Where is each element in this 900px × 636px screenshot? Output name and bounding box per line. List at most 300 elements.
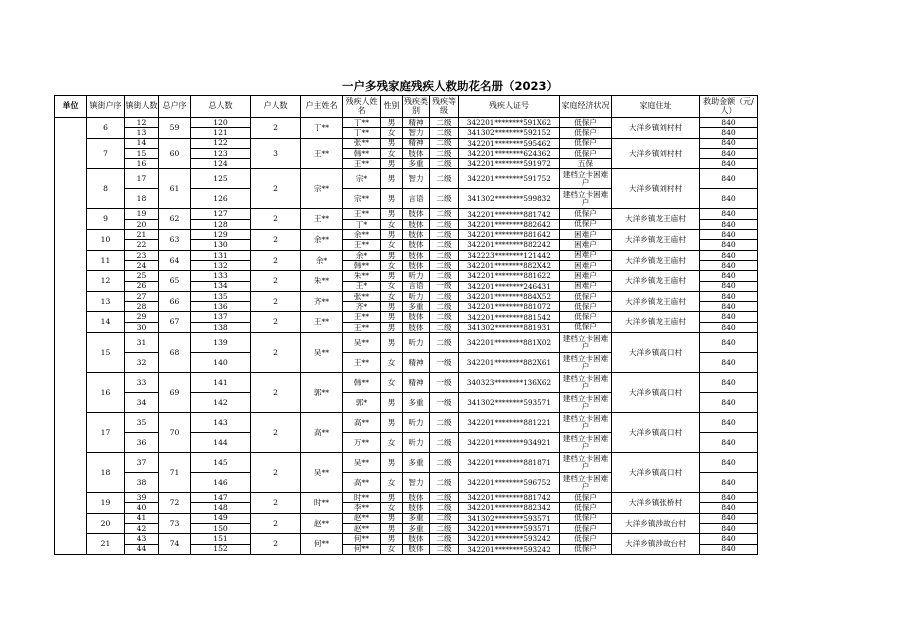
- table-row: [55, 291, 758, 301]
- member-certificate-no: 342201********593242: [459, 544, 560, 554]
- household-size: 2: [251, 333, 301, 373]
- member-certificate-no: 342201********624362: [459, 148, 560, 158]
- member-town-count: 44: [125, 544, 159, 554]
- household-address: 大洋乡镇高口村: [612, 333, 700, 373]
- member-disability-type: 肢体: [403, 209, 430, 219]
- member-total-count: 146: [191, 473, 251, 493]
- member-disability-level: 二级: [430, 240, 459, 250]
- member-total-count: 144: [191, 433, 251, 453]
- household-town-seq: 8: [87, 169, 125, 209]
- household-size: 2: [251, 230, 301, 251]
- member-aid-amount: 840: [700, 333, 758, 353]
- member-total-count: 132: [191, 260, 251, 270]
- household-head: 王**: [301, 312, 343, 333]
- member-certificate-no: 342201********591972: [459, 159, 560, 169]
- member-sex: 男: [381, 453, 403, 473]
- member-aid-amount: 840: [700, 393, 758, 413]
- member-aid-amount: 840: [700, 413, 758, 433]
- member-economic-status: 低保户: [560, 302, 612, 312]
- member-name: 高**: [343, 473, 381, 493]
- member-total-count: 143: [191, 413, 251, 433]
- member-aid-amount: 840: [700, 240, 758, 250]
- page-title: 一户多残家庭残疾人救助花名册（2023）: [341, 79, 558, 93]
- household-town-seq: 11: [87, 250, 125, 271]
- household-address: 大洋乡镇涉故台村: [612, 534, 700, 555]
- member-disability-type: 肢体: [403, 219, 430, 229]
- household-size: 2: [251, 534, 301, 555]
- household-town-seq: 14: [87, 312, 125, 333]
- member-total-count: 128: [191, 219, 251, 229]
- member-economic-status: 低保户: [560, 148, 612, 158]
- member-disability-level: 二级: [430, 473, 459, 493]
- member-disability-type: 多重: [403, 513, 430, 523]
- member-total-count: 131: [191, 250, 251, 260]
- member-name: 齐*: [343, 302, 381, 312]
- member-total-count: 141: [191, 373, 251, 393]
- member-name: 宗**: [343, 189, 381, 209]
- household-town-seq: 12: [87, 271, 125, 292]
- member-name: 余**: [343, 230, 381, 240]
- member-aid-amount: 840: [700, 159, 758, 169]
- table-row: [55, 513, 758, 523]
- member-disability-level: 二级: [430, 209, 459, 219]
- household-town-seq: 16: [87, 373, 125, 413]
- member-certificate-no: 342201********882642: [459, 219, 560, 229]
- household-total-seq: 65: [159, 271, 191, 292]
- member-disability-type: 多重: [403, 302, 430, 312]
- household-head: 余**: [301, 230, 343, 251]
- header-row: [55, 96, 758, 118]
- household-address: 大洋乡镇高口村: [612, 373, 700, 413]
- member-sex: 女: [381, 281, 403, 291]
- table-row: [55, 250, 758, 260]
- member-sex: 男: [381, 271, 403, 281]
- member-name: 吴**: [343, 453, 381, 473]
- member-name: 高**: [343, 413, 381, 433]
- member-sex: 男: [381, 513, 403, 523]
- household-total-seq: 74: [159, 534, 191, 555]
- member-disability-type: 智力: [403, 473, 430, 493]
- member-disability-type: 多重: [403, 393, 430, 413]
- member-town-count: 24: [125, 260, 159, 270]
- household-total-seq: 59: [159, 118, 191, 139]
- member-economic-status: 低保户: [560, 118, 612, 128]
- member-disability-level: 二级: [430, 433, 459, 453]
- member-disability-type: 精神: [403, 118, 430, 128]
- member-name: 万**: [343, 433, 381, 453]
- member-name: 王**: [343, 353, 381, 373]
- household-head: 时**: [301, 493, 343, 514]
- member-economic-status: 建档立卡困难户: [560, 353, 612, 373]
- household-address: 大洋乡镇张桥村: [612, 493, 700, 514]
- member-sex: 男: [381, 250, 403, 260]
- member-disability-level: 二级: [430, 503, 459, 513]
- member-total-count: 139: [191, 333, 251, 353]
- roster-table: [54, 95, 758, 555]
- member-sex: 女: [381, 291, 403, 301]
- household-address: 大洋乡镇龙王庙村: [612, 209, 700, 230]
- household-head: 齐**: [301, 291, 343, 312]
- member-aid-amount: 840: [700, 138, 758, 148]
- member-name: 余*: [343, 250, 381, 260]
- member-economic-status: 低保户: [560, 312, 612, 322]
- member-disability-type: 听力: [403, 433, 430, 453]
- member-aid-amount: 840: [700, 433, 758, 453]
- household-size: 2: [251, 413, 301, 453]
- member-certificate-no: 342201********882242: [459, 240, 560, 250]
- header-unit: 单位: [55, 96, 87, 118]
- member-economic-status: 低保户: [560, 523, 612, 533]
- household-size: 2: [251, 118, 301, 139]
- member-town-count: 16: [125, 159, 159, 169]
- household-address: 大洋乡镇龙王庙村: [612, 230, 700, 251]
- table-row: [55, 333, 758, 353]
- header-economic-status: 家庭经济状况: [560, 96, 612, 118]
- member-aid-amount: 840: [700, 493, 758, 503]
- household-size: 2: [251, 373, 301, 413]
- household-head: 何**: [301, 534, 343, 555]
- household-head: 高**: [301, 413, 343, 453]
- header-head-name: 户主姓名: [301, 96, 343, 118]
- household-size: 2: [251, 250, 301, 271]
- table-row: [55, 271, 758, 281]
- member-town-count: 20: [125, 219, 159, 229]
- member-name: 赵**: [343, 523, 381, 533]
- member-economic-status: 建档立卡困难户: [560, 413, 612, 433]
- member-name: 王**: [343, 159, 381, 169]
- member-town-count: 27: [125, 291, 159, 301]
- member-total-count: 142: [191, 393, 251, 413]
- household-total-seq: 68: [159, 333, 191, 373]
- member-name: 何**: [343, 544, 381, 554]
- member-town-count: 38: [125, 473, 159, 493]
- member-town-count: 12: [125, 118, 159, 128]
- member-total-count: 127: [191, 209, 251, 219]
- household-town-seq: 17: [87, 413, 125, 453]
- member-certificate-no: 342201********882X61: [459, 353, 560, 373]
- household-total-seq: 63: [159, 230, 191, 251]
- member-aid-amount: 840: [700, 209, 758, 219]
- member-disability-type: 肢体: [403, 312, 430, 322]
- member-sex: 男: [381, 333, 403, 353]
- household-total-seq: 64: [159, 250, 191, 271]
- member-certificate-no: 341302********592152: [459, 128, 560, 138]
- member-sex: 男: [381, 159, 403, 169]
- member-disability-type: 肢体: [403, 544, 430, 554]
- household-head: 宗**: [301, 169, 343, 209]
- member-aid-amount: 840: [700, 271, 758, 281]
- household-town-seq: 15: [87, 333, 125, 373]
- household-town-seq: 10: [87, 230, 125, 251]
- member-disability-type: 肢体: [403, 322, 430, 332]
- member-sex: 男: [381, 189, 403, 209]
- member-sex: 男: [381, 534, 403, 544]
- member-sex: 女: [381, 260, 403, 270]
- header-certificate-no: 残疾人证号: [459, 96, 560, 118]
- table-row: [55, 209, 758, 219]
- member-disability-type: 听力: [403, 413, 430, 433]
- member-economic-status: 困难户: [560, 230, 612, 240]
- household-town-seq: 7: [87, 138, 125, 169]
- member-sex: 男: [381, 322, 403, 332]
- member-name: 王**: [343, 322, 381, 332]
- member-aid-amount: 840: [700, 169, 758, 189]
- household-town-seq: 20: [87, 513, 125, 534]
- member-total-count: 126: [191, 189, 251, 209]
- header-aid-amount: 救助金额（元/人）: [700, 96, 758, 118]
- member-economic-status: 困难户: [560, 281, 612, 291]
- header-address: 家庭住址: [612, 96, 700, 118]
- member-economic-status: 低保户: [560, 503, 612, 513]
- member-town-count: 22: [125, 240, 159, 250]
- member-aid-amount: 840: [700, 302, 758, 312]
- member-total-count: 145: [191, 453, 251, 473]
- member-disability-level: 二级: [430, 523, 459, 533]
- member-disability-level: 二级: [430, 230, 459, 240]
- member-economic-status: 建档立卡困难户: [560, 333, 612, 353]
- member-town-count: 40: [125, 503, 159, 513]
- member-certificate-no: 341302********881931: [459, 322, 560, 332]
- household-total-seq: 67: [159, 312, 191, 333]
- member-sex: 男: [381, 138, 403, 148]
- member-disability-type: 多重: [403, 523, 430, 533]
- table-row: [55, 534, 758, 544]
- member-disability-level: 一级: [430, 353, 459, 373]
- table-row: [55, 169, 758, 189]
- member-disability-type: 肢体: [403, 493, 430, 503]
- household-head: 王**: [301, 209, 343, 230]
- member-sex: 男: [381, 118, 403, 128]
- household-address: 大洋乡镇龙王庙村: [612, 271, 700, 292]
- member-town-count: 31: [125, 333, 159, 353]
- member-name: 张**: [343, 138, 381, 148]
- member-town-count: 43: [125, 534, 159, 544]
- household-head: 丁**: [301, 118, 343, 139]
- member-name: 韩**: [343, 148, 381, 158]
- member-sex: 女: [381, 148, 403, 158]
- member-aid-amount: 840: [700, 281, 758, 291]
- member-disability-type: 多重: [403, 453, 430, 473]
- member-economic-status: 低保户: [560, 513, 612, 523]
- member-total-count: 137: [191, 312, 251, 322]
- household-address: 大洋乡镇龙王庙村: [612, 291, 700, 312]
- member-name: 韩**: [343, 373, 381, 393]
- header-total-count: 总人数: [191, 96, 251, 118]
- member-disability-level: 二级: [430, 169, 459, 189]
- header-disability-level: 残疾等级: [430, 96, 459, 118]
- member-certificate-no: 342201********596752: [459, 473, 560, 493]
- member-economic-status: 困难户: [560, 271, 612, 281]
- member-town-count: 14: [125, 138, 159, 148]
- member-certificate-no: 342201********593571: [459, 523, 560, 533]
- household-size: 2: [251, 291, 301, 312]
- member-name: 郭*: [343, 393, 381, 413]
- member-disability-level: 二级: [430, 544, 459, 554]
- household-total-seq: 62: [159, 209, 191, 230]
- member-total-count: 135: [191, 291, 251, 301]
- household-size: 2: [251, 271, 301, 292]
- member-disability-type: 智力: [403, 128, 430, 138]
- member-sex: 女: [381, 433, 403, 453]
- table-body: [55, 118, 758, 555]
- member-town-count: 35: [125, 413, 159, 433]
- household-address: 大洋乡镇刘村村: [612, 138, 700, 169]
- member-economic-status: 困难户: [560, 240, 612, 250]
- household-head: 余*: [301, 250, 343, 271]
- member-sex: 女: [381, 503, 403, 513]
- member-economic-status: 低保户: [560, 534, 612, 544]
- member-name: 何**: [343, 534, 381, 544]
- table-row: [55, 413, 758, 433]
- member-total-count: 148: [191, 503, 251, 513]
- member-total-count: 134: [191, 281, 251, 291]
- member-disability-level: 二级: [430, 291, 459, 301]
- member-economic-status: 困难户: [560, 260, 612, 270]
- member-aid-amount: 840: [700, 544, 758, 554]
- header-household-size: 户人数: [251, 96, 301, 118]
- member-economic-status: 低保户: [560, 544, 612, 554]
- household-size: 2: [251, 209, 301, 230]
- member-total-count: 130: [191, 240, 251, 250]
- household-address: 大洋乡镇龙王庙村: [612, 312, 700, 333]
- member-sex: 男: [381, 169, 403, 189]
- member-sex: 女: [381, 544, 403, 554]
- household-total-seq: 73: [159, 513, 191, 534]
- member-disability-level: 二级: [430, 118, 459, 128]
- member-disability-type: 听力: [403, 291, 430, 301]
- member-town-count: 36: [125, 433, 159, 453]
- member-disability-level: 二级: [430, 250, 459, 260]
- member-disability-type: 肢体: [403, 240, 430, 250]
- member-aid-amount: 840: [700, 250, 758, 260]
- member-sex: 男: [381, 413, 403, 433]
- member-town-count: 19: [125, 209, 159, 219]
- member-town-count: 34: [125, 393, 159, 413]
- member-certificate-no: 342201********882342: [459, 503, 560, 513]
- member-certificate-no: 342201********881742: [459, 209, 560, 219]
- member-total-count: 123: [191, 148, 251, 158]
- household-town-seq: 18: [87, 453, 125, 493]
- member-disability-level: 二级: [430, 219, 459, 229]
- member-disability-level: 二级: [430, 493, 459, 503]
- member-total-count: 138: [191, 322, 251, 332]
- member-certificate-no: 342201********246431: [459, 281, 560, 291]
- member-economic-status: 建档立卡困难户: [560, 453, 612, 473]
- member-town-count: 23: [125, 250, 159, 260]
- member-sex: 男: [381, 312, 403, 322]
- household-total-seq: 60: [159, 138, 191, 169]
- member-town-count: 18: [125, 189, 159, 209]
- member-name: 张**: [343, 291, 381, 301]
- header-sex: 性别: [381, 96, 403, 118]
- member-certificate-no: 341302********593571: [459, 393, 560, 413]
- header-town-seq: 镇街户序: [87, 96, 125, 118]
- member-economic-status: 五保: [560, 159, 612, 169]
- household-town-seq: 21: [87, 534, 125, 555]
- member-town-count: 28: [125, 302, 159, 312]
- household-total-seq: 72: [159, 493, 191, 514]
- member-disability-level: 一级: [430, 373, 459, 393]
- member-total-count: 147: [191, 493, 251, 503]
- household-address: 大洋乡镇龙王庙村: [612, 250, 700, 271]
- member-town-count: 15: [125, 148, 159, 158]
- member-town-count: 32: [125, 353, 159, 373]
- member-economic-status: 建档立卡困难户: [560, 169, 612, 189]
- member-certificate-no: 342201********881871: [459, 453, 560, 473]
- member-sex: 男: [381, 523, 403, 533]
- member-disability-type: 听力: [403, 333, 430, 353]
- member-aid-amount: 840: [700, 128, 758, 138]
- member-name: 王**: [343, 312, 381, 322]
- member-economic-status: 困难户: [560, 250, 612, 260]
- member-aid-amount: 840: [700, 503, 758, 513]
- member-sex: 男: [381, 209, 403, 219]
- member-town-count: 17: [125, 169, 159, 189]
- member-total-count: 122: [191, 138, 251, 148]
- member-name: 赵**: [343, 513, 381, 523]
- member-economic-status: 低保户: [560, 209, 612, 219]
- member-aid-amount: 840: [700, 534, 758, 544]
- member-disability-type: 言语: [403, 281, 430, 291]
- member-disability-type: 肢体: [403, 260, 430, 270]
- member-name: 朱**: [343, 271, 381, 281]
- member-disability-type: 肢体: [403, 534, 430, 544]
- header-disability-type: 残疾类别: [403, 96, 430, 118]
- member-aid-amount: 840: [700, 148, 758, 158]
- household-town-seq: 13: [87, 291, 125, 312]
- member-economic-status: 低保户: [560, 493, 612, 503]
- member-town-count: 30: [125, 322, 159, 332]
- member-disability-level: 二级: [430, 322, 459, 332]
- household-size: 3: [251, 138, 301, 169]
- member-name: 王**: [343, 240, 381, 250]
- member-disability-level: 二级: [430, 128, 459, 138]
- member-certificate-no: 342201********881221: [459, 413, 560, 433]
- member-total-count: 140: [191, 353, 251, 373]
- member-economic-status: 建档立卡困难户: [560, 393, 612, 413]
- member-disability-type: 智力: [403, 169, 430, 189]
- member-aid-amount: 840: [700, 118, 758, 128]
- table-row: [55, 373, 758, 393]
- member-economic-status: 低保户: [560, 291, 612, 301]
- member-name: 丁**: [343, 118, 381, 128]
- member-sex: 男: [381, 393, 403, 413]
- member-disability-type: 多重: [403, 159, 430, 169]
- member-certificate-no: 341302********599832: [459, 189, 560, 209]
- member-disability-type: 肢体: [403, 503, 430, 513]
- member-total-count: 151: [191, 534, 251, 544]
- household-total-seq: 61: [159, 169, 191, 209]
- household-total-seq: 69: [159, 373, 191, 413]
- member-aid-amount: 840: [700, 373, 758, 393]
- member-aid-amount: 840: [700, 230, 758, 240]
- member-disability-type: 听力: [403, 271, 430, 281]
- member-town-count: 29: [125, 312, 159, 322]
- member-certificate-no: 342201********593242: [459, 534, 560, 544]
- member-disability-type: 言语: [403, 189, 430, 209]
- member-disability-level: 二级: [430, 271, 459, 281]
- member-disability-level: 二级: [430, 159, 459, 169]
- member-disability-type: 肢体: [403, 230, 430, 240]
- member-certificate-no: 342201********881742: [459, 493, 560, 503]
- member-sex: 女: [381, 373, 403, 393]
- member-disability-level: 一级: [430, 281, 459, 291]
- member-name: 韩**: [343, 260, 381, 270]
- household-address: 大洋乡镇刘村村: [612, 169, 700, 209]
- member-aid-amount: 840: [700, 513, 758, 523]
- member-sex: 女: [381, 219, 403, 229]
- member-disability-level: 二级: [430, 138, 459, 148]
